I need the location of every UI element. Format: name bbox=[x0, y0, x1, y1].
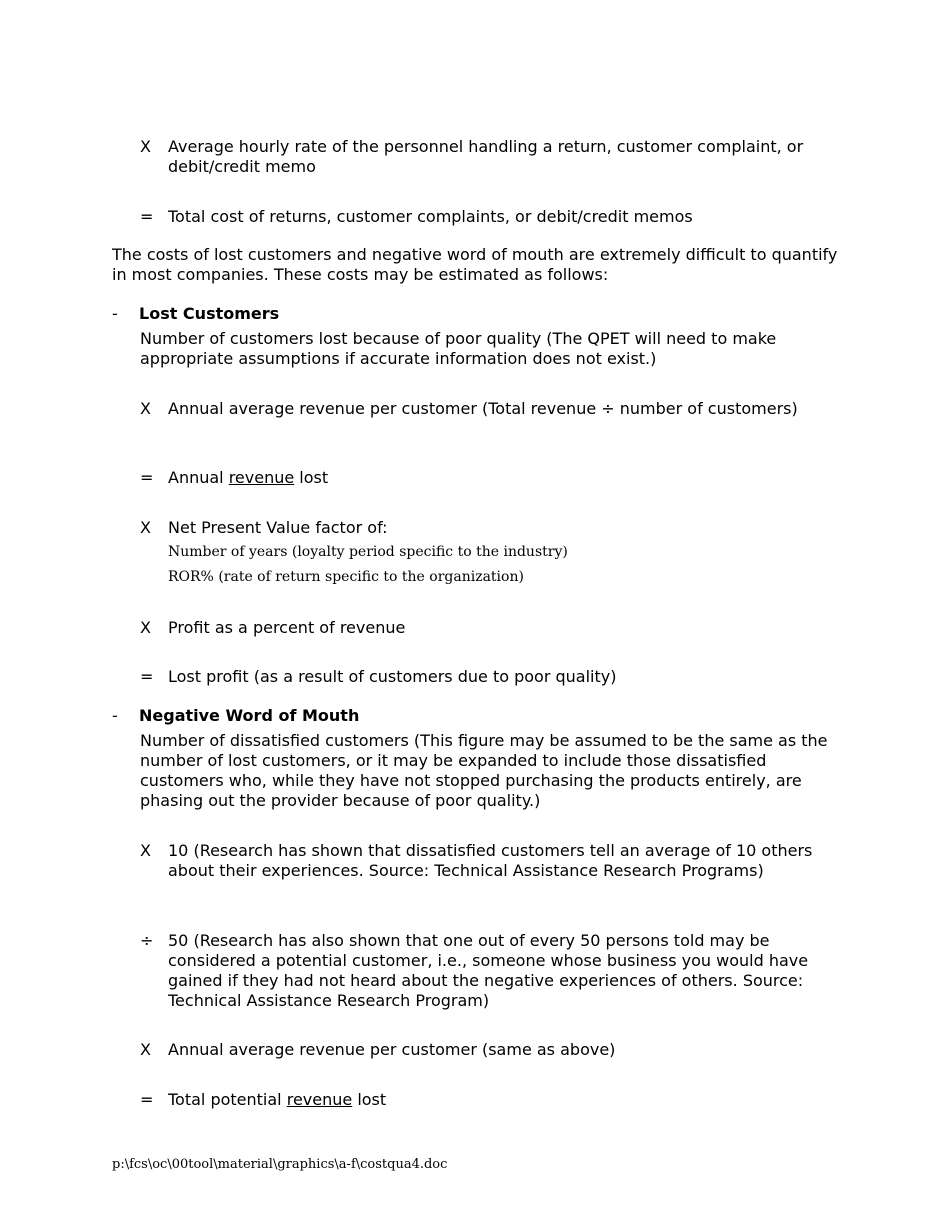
operator-multiply: X bbox=[140, 841, 151, 860]
underlined-revenue: revenue bbox=[286, 1090, 353, 1109]
formula-line-revenue-lost: Annual revenue lost bbox=[168, 468, 329, 487]
npv-sub-years: Number of years (loyalty period specific to the industry) bbox=[168, 544, 568, 560]
operator-multiply: X bbox=[140, 399, 151, 418]
formula-line-lost-profit: Lost profit (as a result of customers due to poor quality) bbox=[168, 667, 617, 686]
formula-line-avg-revenue-same: Annual average revenue per customer (same as above) bbox=[168, 1040, 616, 1059]
bullet-dash: - bbox=[112, 304, 118, 323]
negative-wom-description: Number of dissatisfied customers (This figure may be assumed to be the same as the number of lost customers, or it may be expanded to include those dissatisfied customers who, while they have not stopped purchasing the products entirely, are phasing out the provider because of poor quality.) bbox=[140, 731, 828, 810]
formula-line-profit-percent: Profit as a percent of revenue bbox=[168, 618, 406, 637]
formula-line-npv-factor: Net Present Value factor of: bbox=[168, 518, 388, 537]
formula-line-tell-ten: 10 (Research has shown that dissatisfied customers tell an average of 10 others about their experiences. Source: Technical Assistance Research Programs) bbox=[168, 841, 813, 880]
underlined-revenue: revenue bbox=[228, 468, 295, 487]
formula-line-total-cost: Total cost of returns, customer complaints, or debit/credit memos bbox=[168, 207, 693, 226]
bullet-dash: - bbox=[112, 706, 118, 725]
npv-sub-ror: ROR% (rate of return specific to the organization) bbox=[168, 569, 524, 585]
formula-line-one-in-fifty: 50 (Research has also shown that one out of every 50 persons told may be considered a potential customer, i.e., someone whose business you would have gained if they had not heard about the negative experiences of others. Source: Technical Assistance Research Program) bbox=[168, 931, 809, 1010]
formula-line-avg-revenue: Annual average revenue per customer (Total revenue ÷ number of customers) bbox=[168, 399, 798, 418]
operator-divide: ÷ bbox=[140, 931, 154, 950]
operator-multiply: X bbox=[140, 518, 151, 537]
footer-file-path: p:\fcs\oc\00tool\material\graphics\a-f\costqua4.doc bbox=[112, 1157, 448, 1172]
formula-line-total-potential-revenue-lost: Total potential revenue lost bbox=[168, 1090, 387, 1109]
section-heading-negative-word-of-mouth: Negative Word of Mouth bbox=[139, 706, 360, 725]
lost-customers-description: Number of customers lost because of poor quality (The QPET will need to make appropriate assumptions if accurate information does not exist.) bbox=[140, 329, 777, 368]
formula-line-hourly-rate: Average hourly rate of the personnel handling a return, customer complaint, or debit/credit memo bbox=[168, 137, 804, 176]
operator-multiply: X bbox=[140, 618, 151, 637]
intro-paragraph: The costs of lost customers and negative word of mouth are extremely difficult to quantify in most companies. These costs may be estimated as follows: bbox=[112, 245, 838, 284]
operator-multiply: X bbox=[140, 137, 151, 156]
section-heading-lost-customers: Lost Customers bbox=[139, 304, 280, 323]
operator-equals: = bbox=[140, 207, 154, 226]
operator-equals: = bbox=[140, 1090, 154, 1109]
operator-multiply: X bbox=[140, 1040, 151, 1059]
operator-equals: = bbox=[140, 667, 154, 686]
operator-equals: = bbox=[140, 468, 154, 487]
